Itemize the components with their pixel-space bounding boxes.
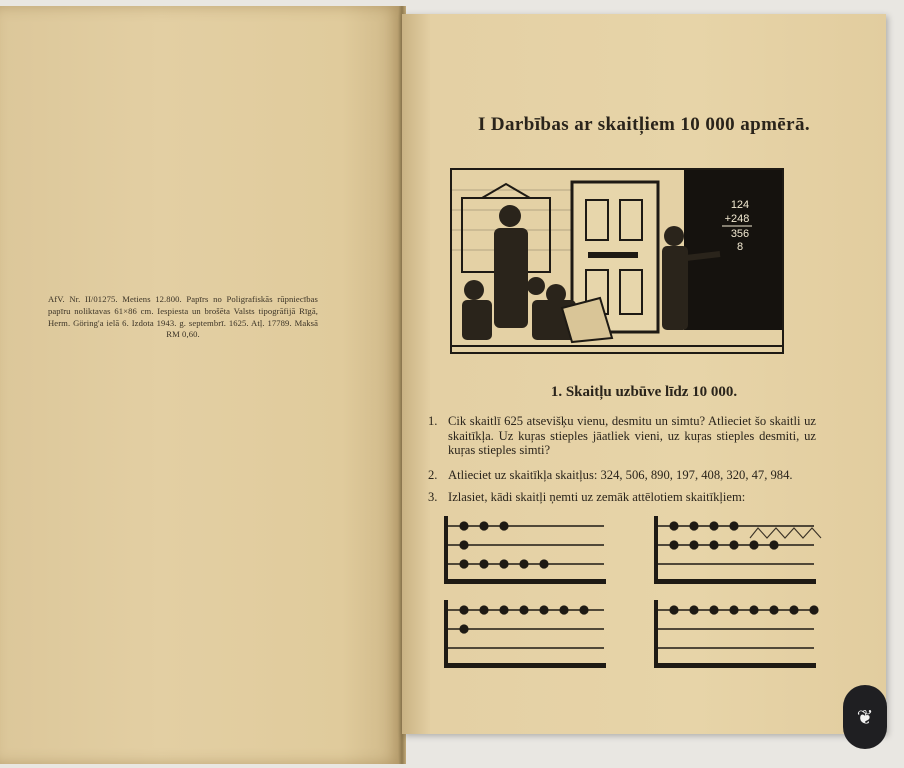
abacus-bead [749,605,758,614]
abacus-bead [519,605,528,614]
abacus-bead [579,605,588,614]
abacus-bead [479,605,488,614]
exercise-number: 3. [428,490,438,504]
section-title: 1. Skaitļu uzbūve līdz 10 000. [550,384,738,400]
abacus-bead [669,605,678,614]
abacus-bead [689,540,698,549]
abacus-bead [479,559,488,568]
abacus-bead [539,605,548,614]
exercise-text: Cik skaitlī 625 atsevišķu vienu, desmitu un simtu? Atlieciet šo skaitli uz skaitīkļa. Uz kuŗas stieples jāatliek vieni, uz kuŗas stieples desmiti, uz kuŗas stieples simti? [448,414,816,458]
abacus-2 [654,516,816,584]
abacus-1 [444,516,606,584]
abacus-frame-side [444,600,448,668]
abacus-frame-base [444,663,606,668]
abacus-bead [669,521,678,530]
abacus-bead [709,521,718,530]
abacus-bead [519,559,528,568]
abacus-bead [709,540,718,549]
exercise-3 [428,490,816,505]
abacus-bead [459,521,468,530]
exercise-text: Atlieciet uz skaitīkļa skaitļus: 324, 506, 890, 197, 408, 320, 47, 984. [448,468,793,482]
exercise-1 [428,414,816,458]
abacus-bead [769,605,778,614]
abacus-bead [729,521,738,530]
leaf-monogram-icon: ❦ [843,685,887,749]
abacus-bead [669,540,678,549]
abacus-bead [689,605,698,614]
abacus-bead [749,540,758,549]
exercise-number: 1. [428,414,438,428]
abacus-bead [459,540,468,549]
abacus-bead [729,605,738,614]
blackboard-sum-line-1: 124 [730,199,750,211]
exercise-text: Izlasiet, kādi skaitļi ņemti uz zemāk attēlotiem skaitīkļiem: [448,490,746,504]
exercise-number: 2. [428,468,438,482]
abacus-bead [459,605,468,614]
abacus-bead [499,521,508,530]
abacus-bead [769,540,778,549]
abacus-bead [459,624,468,633]
abacus-bead [479,521,488,530]
abacus-frame-base [444,579,606,584]
abacus-bead [459,559,468,568]
blackboard-sum-line-3: 356 [730,228,750,240]
classroom-illustration [450,168,784,354]
pencil-scribble [750,528,821,538]
abacus-frame-base [654,663,816,668]
imprint-text: AfV. Nr. II/01275. Metiens 12.800. Papīrs no Poligrafiskās rūpniecības papīru noliktavas 61×86 cm. Iespiesta un brošēta Valsts tipogrāfijā Rīgā, Herm. Göring'a ielā 6. Izdota 1943. g. septembrī. 1625. Atļ. 17789. Maksā RM 0,60. [48,294,318,340]
left-page [0,6,402,764]
abacus-frame-side [444,516,448,584]
abacus-bead [539,559,548,568]
abacus-bead [809,605,818,614]
blackboard-sum-line-2: +248 [724,213,750,225]
abacus-bead [689,521,698,530]
abacus-bead [499,559,508,568]
abacus-bead [499,605,508,614]
abacus-bead [729,540,738,549]
blackboard-extra-digit: 8 [736,241,744,253]
abacus-bead [709,605,718,614]
chapter-title: I Darbības ar skaitļiem 10 000 apmērā. [477,114,811,135]
abacus-4 [654,600,816,668]
abacus-frame-base [654,579,816,584]
abacus-3 [444,600,606,668]
abacus-frame-side [654,600,658,668]
abacus-bead [559,605,568,614]
abacus-bead [789,605,798,614]
abacus-frame-side [654,516,658,584]
exercise-2 [428,468,816,483]
